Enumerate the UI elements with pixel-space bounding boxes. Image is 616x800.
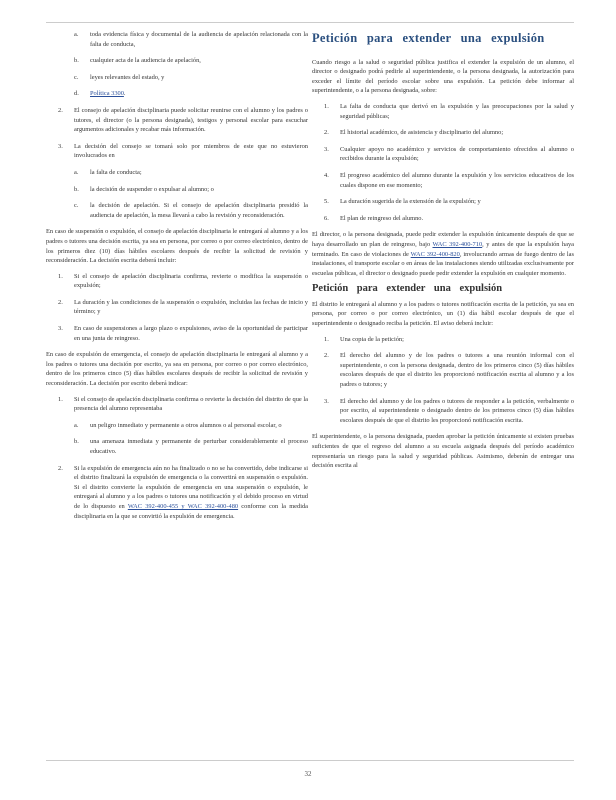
paragraph: El superintendente, o la persona designada, pueden aprobar la petición únicamente si existen pruebas suficientes de que el regreso del alumno a su escuela asignada después del período académico representaría un riesgo para la salud y seguridad públicas. Asimismo, deberán de entregar una decisión escrita al xyxy=(312,433,574,470)
bottom-rule xyxy=(46,760,574,761)
wac-link[interactable]: WAC 392-400-455 y WAC 392-400-480 xyxy=(127,502,239,510)
list-item: 3. Cualquier apoyo no académico y servicios de comportamiento ofrecidos al alumno o recibidos durante la expulsión; xyxy=(324,145,574,163)
paragraph: Cuando riesgo a la salud o seguridad pública justifica el extender la expulsión de un alumno, el director o designado podrá pedirle al superintendente, o la persona designada, la autorización para exceder el límite del período escolar sobre una expulsión. La petición debe informar al superintendente, o a la persona designada, sobre: xyxy=(312,58,574,95)
list-item: b. cualquier acta de la audiencia de apelación, xyxy=(74,57,201,65)
list-item: 3. El derecho del alumno y de los padres o tutores de responder a la petición, verbalmente o por escrito, al superintendente o designado dentro de los primeros cinco (5) días hábiles escolares después de que el distrito les proporcionó notificación escrita. xyxy=(324,397,574,424)
list-item: d. Política 3300. xyxy=(74,90,126,98)
policy-link[interactable]: Política 3300 xyxy=(90,90,124,98)
list-item: 4. El progreso académico del alumno durante la expulsión y los servicios educativos de los cuales dispone en ese momento; xyxy=(324,171,574,189)
top-rule xyxy=(46,22,574,23)
list-item: b. la decisión de suspender o expulsar al alumno; o xyxy=(74,185,214,193)
paragraph: En caso de expulsión de emergencia, el consejo de apelación disciplinaria le entregará al alumno y a los padres o tutores una decisión por escrito, ya sea en persona, por correo o por correo electrónico, dentro de los primeros cinco (5) días hábiles escolares después de recibir la solicitud de revisión y reconsideración. La decisión por escrito deberá indicar: xyxy=(46,351,308,388)
section-heading: Petición para extender una expulsión xyxy=(312,283,503,295)
left-column xyxy=(46,30,308,528)
list-item: 5. La duración sugerida de la extensión de la expulsión; y xyxy=(324,198,481,206)
list-item: 1. Si el consejo de apelación disciplinaria confirma o revierte la decisión del distrito de que la presencia del alumno representaba xyxy=(58,395,308,413)
wac-link[interactable]: WAC 392-400-710 xyxy=(432,240,483,248)
list-item: 2. El derecho del alumno y de los padres o tutores a una reunión informal con el superintendente, o con la persona designada, dentro de los primeros cinco (5) días hábiles escolares después de que el distrito les proporcionó notificación escrita al alumno y a los padres o tutores; y xyxy=(324,352,574,389)
list-item: 1. Una copia de la petición; xyxy=(324,335,404,343)
list-item: 1. La falta de conducta que derivó en la expulsión y las preocupaciones por la salud y seguridad públicas; xyxy=(324,102,574,120)
wac-link[interactable]: WAC 392-400-820 xyxy=(410,250,460,258)
list-item: 3. En caso de suspensiones a largo plazo o expulsiones, aviso de la oportunidad de participar en una junta de reingreso. xyxy=(58,325,308,342)
paragraph: El director, o la persona designada, puede pedir extender la expulsión únicamente después de que se haya desarrollado un plan de reingreso, bajo WAC 392-400-710, y antes de que la expulsión haya terminado. En caso de violaciones de WAC 392-400-820, involucrando armas de fuego dentro de las instalaciones, el transporte escolar o en áreas de las instalaciones siendo utilizadas exclusivamente por escuelas públicas, el director o designado puede pedir extender la expulsión en cualquier momento. xyxy=(312,231,574,277)
right-column xyxy=(312,30,574,477)
list-item: 2. El consejo de apelación disciplinaria puede solicitar reunirse con el alumno y los padres o tutores, el director (o la persona designada), testigos y personal escolar para escuchar argumentos adicionales y recabar más información. xyxy=(58,106,308,134)
list-item: 2. La duración y las condiciones de la suspensión o expulsión, incluidas las fechas de inicio y término; y xyxy=(58,298,308,316)
list-item: 2. Si la expulsión de emergencia aún no ha finalizado o no se ha convertido, debe indicarse si el distrito finalizará la expulsión de emergencia o la convertirá en suspensión o expulsión. Si el distrito convierte la expulsión de emergencia en una suspensión o expulsión, le entregará al alumno y a los padres o tutores una notificación y el debido proceso en virtud de lo dispuesto en WAC 392-400-455 y WAC 392-400-480 conforme con la medida disciplinaria en la que se convirtió la expulsión de emergencia. xyxy=(58,464,309,520)
list-item: 1. Si el consejo de apelación disciplinaria confirma, revierte o modifica la suspensión o expulsión; xyxy=(58,272,308,290)
list-item: 6. El plan de reingreso del alumno. xyxy=(324,214,424,222)
paragraph: El distrito le entregará al alumno y a los padres o tutores notificación escrita de la petición, ya sea en persona, por correo o por correo electrónico, un (1) día hábil escolar después de que el superintendente o designado reciba la petición. El aviso deberá incluir: xyxy=(312,300,574,328)
list-item: a. la falta de conducta; xyxy=(74,168,142,176)
list-item: 3. La decisión del consejo se tomará solo por miembros de este que no estuvieron involucrados en xyxy=(58,142,308,160)
list-item: b. una amenaza inmediata y permanente de perturbar considerablemente el proceso educativo. xyxy=(74,438,308,455)
list-item: 2. El historial académico, de asistencia y disciplinario del alumno; xyxy=(324,129,504,137)
section-heading: Petición para extender una expulsión xyxy=(312,31,545,45)
list-item: a. un peligro inmediato y permanente a otros alumnos o al personal escolar, o xyxy=(74,421,282,429)
paragraph: En caso de suspensión o expulsión, el consejo de apelación disciplinaria le entregará al alumno y a los padres o tutores una decisión escrita, ya sea en persona, por correo o por correo electrónico, dentro de los primeros diez (10) días hábiles escolares después de recibir la solicitud de revisión y reconsideración. La decisión escrita deberá incluir: xyxy=(46,228,308,265)
page-number: 32 xyxy=(304,770,312,778)
list-item: c. la decisión de apelación. Si el consejo de apelación disciplinaria presidió la audiencia de apelación, la mesa llevará a cabo la revisión y reconsideración. xyxy=(74,202,308,219)
list-item: c. leyes relevantes del estado, y xyxy=(74,73,165,81)
list-item: a. toda evidencia física y documental de la audiencia de apelación relacionada con la falta de conducta, xyxy=(74,31,308,48)
